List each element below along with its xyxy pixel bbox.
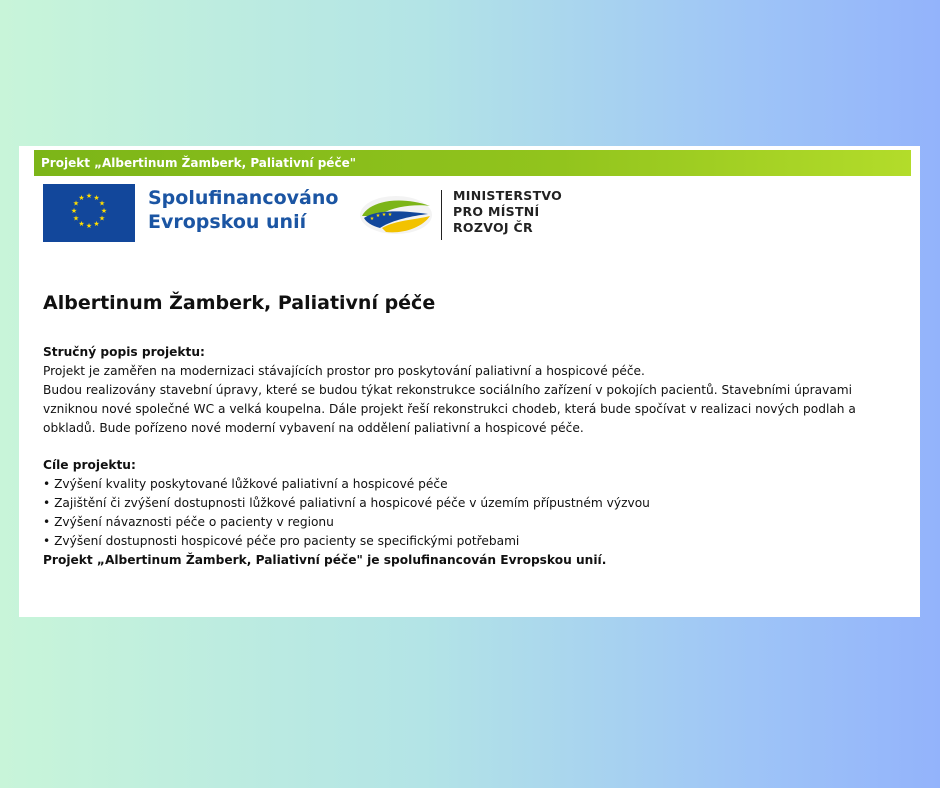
project-content: [43, 343, 909, 570]
mmr-emblem-icon: [356, 194, 434, 236]
eu-text-line1: Spolufinancováno: [148, 187, 339, 209]
svg-text:★: ★: [93, 194, 100, 202]
svg-text:★: ★: [85, 222, 93, 230]
eu-flag-icon: [43, 184, 135, 242]
page-heading: Albertinum Žamberk, Paliativní péče: [43, 292, 436, 314]
svg-text:★: ★: [369, 216, 375, 222]
svg-text:★: ★: [387, 212, 393, 218]
goal-item: • Zvýšení kvality poskytované lůžkové paliativní a hospicové péče: [43, 477, 448, 491]
goal-item: • Zvýšení dostupnosti hospicové péče pro pacienty se specifickými potřebami: [43, 534, 520, 548]
svg-text:★: ★: [72, 199, 80, 208]
eu-text-line2: Evropskou unií: [148, 211, 307, 233]
logo-separator: [441, 190, 442, 240]
description-label: Stručný popis projektu:: [43, 345, 205, 359]
mmr-text-line3: ROZVOJ ČR: [453, 220, 533, 235]
svg-text:★: ★: [70, 207, 78, 215]
svg-text:★: ★: [98, 199, 106, 208]
svg-text:★: ★: [85, 192, 93, 200]
svg-text:★: ★: [93, 220, 100, 228]
svg-text:★: ★: [78, 220, 85, 228]
funding-logos: [43, 182, 573, 244]
goal-item: • Zvýšení návaznosti péče o pacienty v regionu: [43, 515, 334, 529]
goal-item: • Zajištění či zvýšení dostupnosti lůžkové paliativní a hospicové péče v územím přípustném výzvou: [43, 496, 650, 510]
goals-list: [43, 475, 909, 551]
description-intro: Projekt je zaměřen na modernizaci stávajících prostor pro poskytování paliativní a hospicové péče.: [43, 364, 645, 378]
svg-text:★: ★: [100, 207, 108, 215]
description-paragraph: Budou realizovány stavební úpravy, které se budou týkat rekonstrukce sociálního zařízení v pokojích pacientů. Stavebními úpravami vzniknou nové společné WC a velká koupelna. Dále projekt řeší rekonstrukci chodeb, která bude spočívat v realizaci nových podlah a obkladů. Bude pořízeno nové moderní vybavení na oddělení paliativní a hospicové péče.: [43, 383, 856, 435]
project-card: [19, 146, 920, 617]
svg-text:★: ★: [375, 213, 381, 219]
eu-cofinanced-text: [148, 186, 338, 234]
svg-text:★: ★: [78, 194, 85, 202]
mmr-text-line2: PRO MÍSTNÍ: [453, 204, 540, 219]
goals-label: Cíle projektu:: [43, 458, 136, 472]
svg-text:★: ★: [98, 214, 106, 223]
project-title-bar: Projekt „Albertinum Žamberk, Paliativní péče": [34, 150, 911, 176]
mmr-ministry-text: [453, 188, 562, 236]
svg-text:★: ★: [72, 214, 80, 223]
cofinancing-statement: Projekt „Albertinum Žamberk, Paliativní péče" je spolufinancován Evropskou unií.: [43, 553, 607, 567]
svg-text:★: ★: [381, 212, 387, 218]
mmr-text-line1: MINISTERSTVO: [453, 188, 563, 203]
